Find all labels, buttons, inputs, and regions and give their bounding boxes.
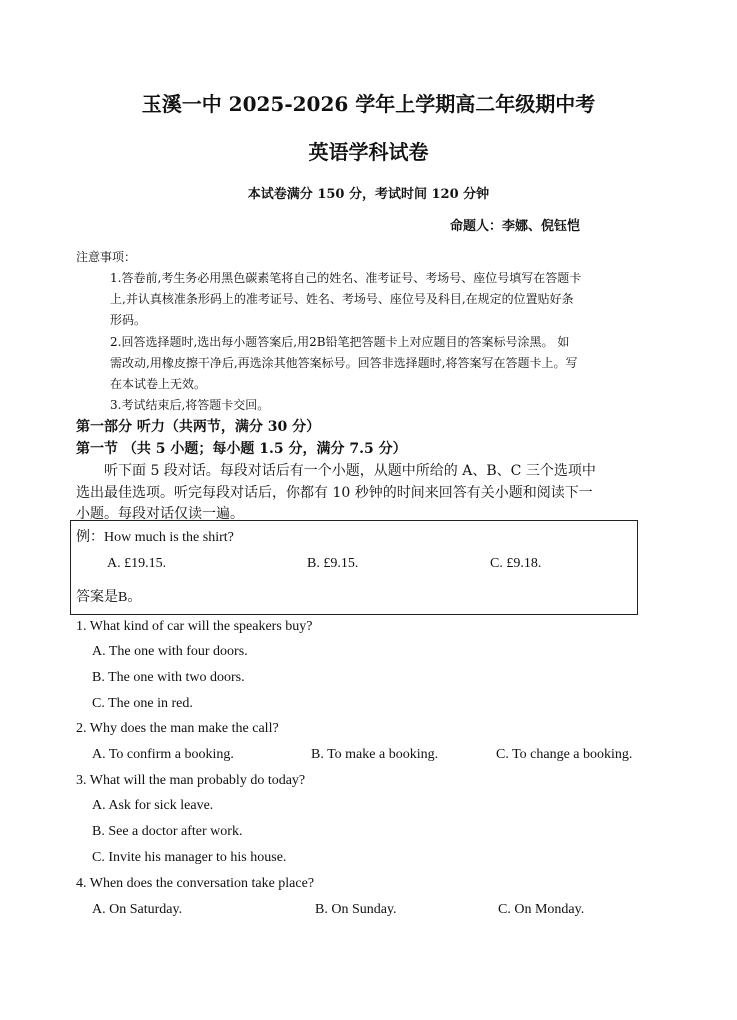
q2-option-c: C. To change a booking. <box>496 747 633 762</box>
note-line: 3.考试结束后,将答题卡交回。 <box>110 398 270 412</box>
q3-option-b: B. See a doctor after work. <box>92 824 243 839</box>
q1-option-a: A. The one with four doors. <box>92 644 248 659</box>
note-line: 2.回答选择题时,选出每小题答案后,用2B铅笔把答题卡上对应题目的答案标号涂黑。 如 <box>110 335 570 349</box>
instructions-line: 小题。每段对话仅读一遍。 <box>76 506 244 522</box>
example-answer: 答案是B。 <box>76 590 142 605</box>
question-2: 2. Why does the man make the call? <box>76 721 279 736</box>
exam-info: 本试卷满分 150 分，考试时间 120 分钟 <box>247 187 490 202</box>
q3-option-a: A. Ask for sick leave. <box>92 798 214 813</box>
question-3: 3. What will the man probably do today? <box>76 773 306 788</box>
q3-option-c: C. Invite his manager to his house. <box>92 850 287 865</box>
part1-heading: 第一部分 听力（共两节，满分 30 分） <box>76 419 321 435</box>
q4-option-b: B. On Sunday. <box>315 902 397 917</box>
question-1: 1. What kind of car will the speakers buy? <box>76 619 313 634</box>
q2-option-a: A. To confirm a booking. <box>92 747 234 762</box>
section1-heading: 第一节 （共 5 小题；每小题 1.5 分，满分 7.5 分） <box>76 441 407 457</box>
q4-option-c: C. On Monday. <box>498 902 585 917</box>
note-line: 需改动,用橡皮擦干净后,再选涂其他答案标号。回答非选择题时,将答案写在答题卡上。写 <box>110 356 578 370</box>
example-option-b: B. £9.15. <box>307 556 359 571</box>
q1-option-b: B. The one with two doors. <box>92 670 245 685</box>
note-line: 1.答卷前,考生务必用黑色碳素笔将自己的姓名、准考证号、考场号、座位号填写在答题卡 <box>110 271 582 285</box>
note-line: 上,并认真核准条形码上的准考证号、姓名、考场号、座位号及科目,在规定的位置贴好条 <box>110 292 574 306</box>
notes-heading: 注意事项： <box>76 250 137 264</box>
q4-option-a: A. On Saturday. <box>92 902 183 917</box>
authors: 命题人：李娜、倪钰恺 <box>450 219 581 234</box>
exam-title: 玉溪一中 2025-2026 学年上学期高二年级期中考 <box>141 92 596 116</box>
instructions-line: 选出最佳选项。听完每段对话后，你都有 10 秒钟的时间来回答有关小题和阅读下一 <box>76 485 593 501</box>
note-line: 形码。 <box>110 313 147 327</box>
instructions-line: 听下面 5 段对话。每段对话后有一个小题，从题中所给的 A、B、C 三个选项中 <box>104 463 596 479</box>
q1-option-c: C. The one in red. <box>92 696 193 711</box>
example-option-a: A. £19.15. <box>107 556 167 571</box>
example-question: 例：How much is the shirt? <box>76 530 234 545</box>
question-4: 4. When does the conversation take place? <box>76 876 315 891</box>
example-option-c: C. £9.18. <box>490 556 542 571</box>
subject-title: 英语学科试卷 <box>308 140 429 164</box>
q2-option-b: B. To make a booking. <box>311 747 439 762</box>
note-line: 在本试卷上无效。 <box>110 377 207 391</box>
